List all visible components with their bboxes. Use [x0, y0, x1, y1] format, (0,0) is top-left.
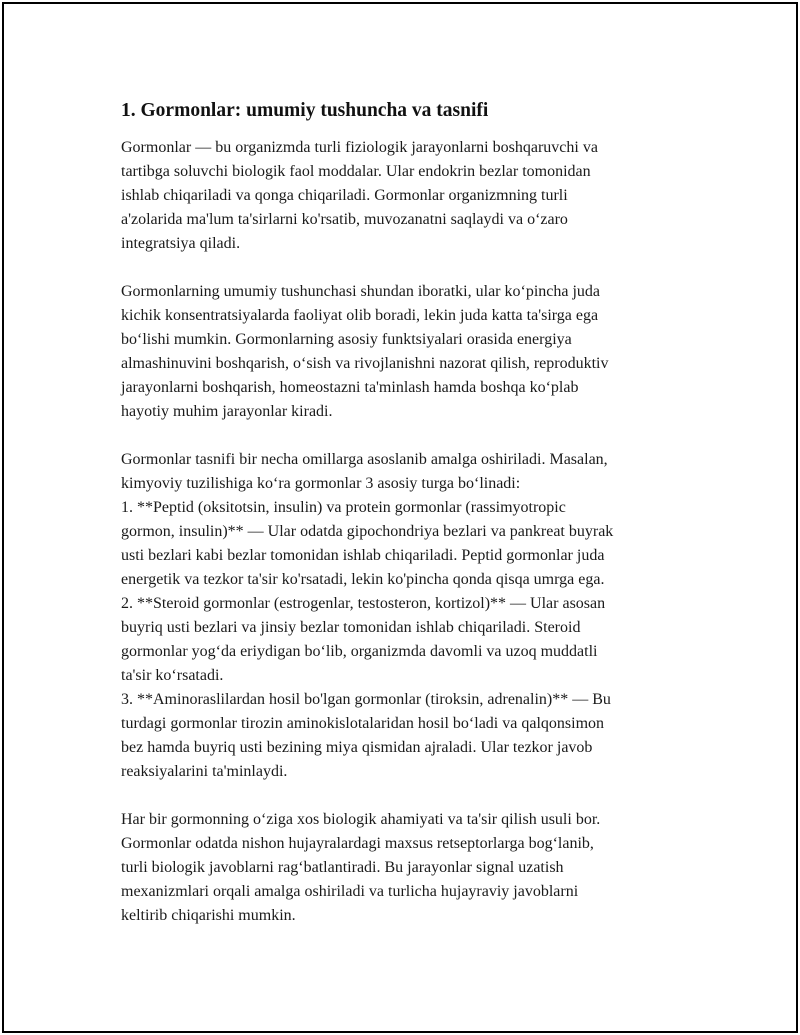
paragraph-general-concept	[121, 280, 701, 424]
section-heading: 1. Gormonlar: umumiy tushuncha va tasnifi	[121, 100, 489, 121]
list-item-line: buyriq usti bezlari va jinsiy bezlar tomonidan ishlab chiqariladi. Steroid	[121, 619, 581, 636]
text-line: turli biologik javoblarni rag‘batlantiradi. Bu jarayonlar signal uzatish	[121, 859, 564, 876]
text-line: kimyoviy tuzilishiga ko‘ra gormonlar 3 asosiy turga bo‘linadi:	[121, 475, 521, 492]
text-line: Gormonlar odatda nishon hujayralardagi maxsus retseptorlarga bog‘lanib,	[121, 835, 594, 852]
text-line: jarayonlarni boshqarish, homeostazni ta'minlash hamda boshqa ko‘plab	[121, 379, 579, 396]
text-line: Gormonlar tasnifi bir necha omillarga asoslanib amalga oshiriladi. Masalan,	[121, 451, 608, 468]
document-body	[121, 98, 701, 952]
paragraph-classification	[121, 448, 701, 784]
paragraph-mechanism	[121, 808, 701, 928]
list-item-line: energetik va tezkor ta'sir ko'rsatadi, lekin ko'pincha qonda qisqa umrga ega.	[121, 571, 605, 588]
text-line: keltirib chiqarishi mumkin.	[121, 907, 296, 924]
text-line: Gormonlarning umumiy tushunchasi shundan iboratki, ular ko‘pincha juda	[121, 283, 601, 300]
list-item-line: gormonlar yog‘da eriydigan bo‘lib, organizmda davomli va uzoq muddatli	[121, 643, 598, 660]
paragraph-intro	[121, 136, 701, 256]
text-line: almashinuvini boshqarish, o‘sish va rivojlanishni nazorat qilish, reproduktiv	[121, 355, 609, 372]
list-item-line: turdagi gormonlar tirozin aminokislotalaridan hosil bo‘ladi va qalqonsimon	[121, 715, 605, 732]
list-item-line: usti bezlari kabi bezlar tomonidan ishlab chiqariladi. Peptid gormonlar juda	[121, 547, 605, 564]
list-item-line: gormon, insulin)** — Ular odatda gipochondriya bezlari va pankreat buyrak	[121, 523, 614, 540]
text-line: mexanizmlari orqali amalga oshiriladi va turlicha hujayraviy javoblarni	[121, 883, 579, 900]
text-line: Har bir gormonning o‘ziga xos biologik ahamiyati va ta'sir qilish usuli bor.	[121, 811, 601, 828]
text-line: bo‘lishi mumkin. Gormonlarning asosiy funktsiyalari orasida energiya	[121, 331, 572, 348]
list-item-line: reaksiyalarini ta'minlaydi.	[121, 763, 288, 780]
list-item-line: 3. **Aminoraslilardan hosil bo'lgan gormonlar (tiroksin, adrenalin)** — Bu	[121, 691, 611, 708]
document-page	[2, 2, 798, 1033]
list-item-line: bez hamda buyriq usti bezining miya qismidan ajraladi. Ular tezkor javob	[121, 739, 593, 756]
text-line: ishlab chiqariladi va qonga chiqariladi. Gormonlar organizmning turli	[121, 187, 568, 204]
list-item-line: 1. **Peptid (oksitotsin, insulin) va protein gormonlar (rassimyotropic	[121, 499, 566, 516]
text-line: Gormonlar — bu organizmda turli fiziologik jarayonlarni boshqaruvchi va	[121, 139, 598, 156]
list-item-line: 2. **Steroid gormonlar (estrogenlar, testosteron, kortizol)** — Ular asosan	[121, 595, 606, 612]
text-line: hayotiy muhim jarayonlar kiradi.	[121, 403, 333, 420]
text-line: a'zolarida ma'lum ta'sirlarni ko'rsatib, muvozanatni saqlaydi va o‘zaro	[121, 211, 568, 228]
text-line: integratsiya qiladi.	[121, 235, 241, 252]
text-line: tartibga soluvchi biologik faol moddalar. Ular endokrin bezlar tomonidan	[121, 163, 591, 180]
text-line: kichik konsentratsiyalarda faoliyat olib boradi, lekin juda katta ta'sirga ega	[121, 307, 599, 324]
list-item-line: ta'sir ko‘rsatadi.	[121, 667, 224, 684]
